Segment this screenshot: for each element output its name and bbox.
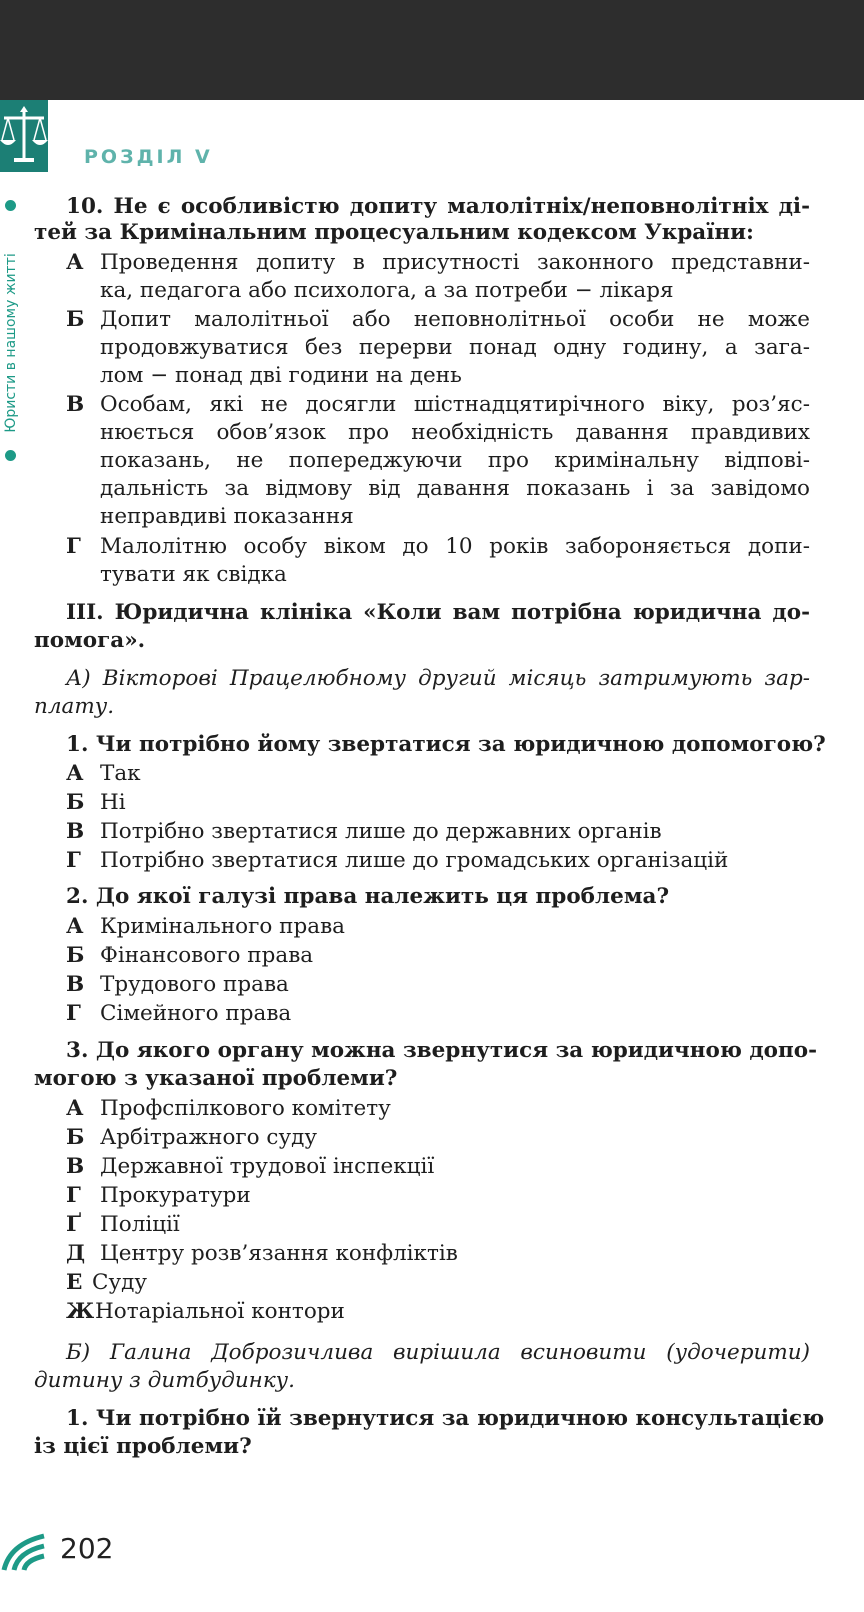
q10-option-b-line: продовжуватися без перерви понад одну годину, а зага-: [100, 335, 810, 360]
option-text: Державної трудової інспекції: [100, 1154, 435, 1179]
scales-emblem-icon: [0, 100, 48, 172]
option-letter: А: [66, 914, 84, 939]
page-corner-logo-icon: [0, 1524, 48, 1576]
option-text: Прокуратури: [100, 1183, 251, 1208]
q10-option-letter: В: [66, 392, 85, 417]
q10-option-letter: Г: [66, 534, 81, 559]
section-title: РОЗДІЛ V: [84, 146, 213, 168]
option-text: Нотаріальної контори: [95, 1299, 345, 1324]
case-b-line: дитину з дитбудинку.: [34, 1368, 295, 1393]
q10-option-d-line: Малолітню особу віком до 10 років забороняється допи-: [100, 534, 810, 559]
option-letter: Г: [66, 848, 81, 873]
case-a-q3-title: 3. До якого органу можна звернутися за юридичною допо-: [66, 1038, 818, 1063]
option-text: Потрібно звертатися лише до громадських організацій: [100, 848, 729, 873]
q10-line-1: 10. Не є особливістю допиту малолітніх/неповнолітніх ді-: [66, 194, 810, 219]
side-dot-bottom-icon: [5, 450, 16, 461]
q10-line-2: тей за Кримінальним процесуальним кодексом України:: [34, 220, 754, 245]
option-text: Кримінального права: [100, 914, 345, 939]
option-letter: Б: [66, 943, 85, 968]
q10-option-d-line: тувати як свідка: [100, 562, 287, 587]
option-letter: Б: [66, 790, 85, 815]
case-b-line: Б) Галина Доброзичлива вирішила всиновити (удочерити): [66, 1340, 810, 1365]
option-letter: А: [66, 1096, 84, 1121]
option-text: Сімейного права: [100, 1001, 292, 1026]
side-label-text: Юристи в нашому житті: [3, 253, 19, 433]
option-letter: Г: [66, 1183, 81, 1208]
option-letter: Ґ: [66, 1212, 82, 1237]
option-letter: Б: [66, 1125, 85, 1150]
option-letter: Г: [66, 1001, 81, 1026]
side-dot-top-icon: [5, 200, 16, 211]
option-letter: Е: [66, 1270, 83, 1295]
case-b-q1-title: із цієї проблеми?: [34, 1434, 252, 1459]
option-text: Потрібно звертатися лише до державних органів: [100, 819, 662, 844]
option-letter: В: [66, 819, 85, 844]
option-letter: В: [66, 1154, 85, 1179]
option-text: Трудового права: [100, 972, 289, 997]
page-number: 202: [60, 1532, 114, 1565]
option-text: Суду: [92, 1270, 147, 1295]
case-a-line: А) Вікторові Працелюбному другий місяць затримують зар-: [66, 666, 810, 691]
case-b-q1-title: 1. Чи потрібно їй звернутися за юридичною консультацією: [66, 1406, 825, 1431]
q10-option-c-line: показань, не попереджуючи про кримінальну відпові-: [100, 448, 810, 473]
case-a-line: плату.: [34, 694, 115, 719]
top-dark-bar: [0, 0, 864, 100]
case-a-q3-title: могою з указаної проблеми?: [34, 1066, 398, 1091]
side-label: [2, 200, 20, 480]
q10-option-c-line: неправдиві показання: [100, 504, 354, 529]
case-a-q2-title: 2. До якої галузі права належить ця проблема?: [66, 884, 670, 909]
option-text: Ні: [100, 790, 126, 815]
option-text: Так: [100, 761, 141, 786]
q10-option-c-line: дальність за відмову від давання показань і за завідомо: [100, 476, 810, 501]
option-letter: В: [66, 972, 85, 997]
option-text: Поліції: [100, 1212, 180, 1237]
option-letter: Д: [66, 1241, 86, 1266]
q10-option-b-line: лом − понад дві години на день: [100, 363, 462, 388]
q10-option-a-line: ка, педагога або психолога, а за потреби − лікаря: [100, 278, 674, 303]
case-a-q1-title: 1. Чи потрібно йому звертатися за юридичною допомогою?: [66, 732, 826, 757]
option-text: Центру розв’язання конфліктів: [100, 1241, 458, 1266]
option-text: Профспілкового комітету: [100, 1096, 391, 1121]
option-letter: Ж: [66, 1299, 95, 1324]
q10-option-letter: Б: [66, 307, 85, 332]
section3-title-line: III. Юридична клініка «Коли вам потрібна юридична до-: [66, 600, 810, 625]
option-text: Фінансового права: [100, 943, 314, 968]
option-letter: А: [66, 761, 84, 786]
q10-option-a-line: Проведення допиту в присутності законного представни-: [100, 250, 810, 275]
q10-option-c-line: нюється обов’язок про необхідність давання правдивих: [100, 420, 810, 445]
section3-title-line: помога».: [34, 628, 146, 653]
q10-option-c-line: Особам, які не досягли шістнадцятирічного віку, роз’яс-: [100, 392, 810, 417]
q10-option-b-line: Допит малолітньої або неповнолітньої особи не може: [100, 307, 810, 332]
option-text: Арбітражного суду: [100, 1125, 318, 1150]
q10-option-letter: А: [66, 250, 84, 275]
